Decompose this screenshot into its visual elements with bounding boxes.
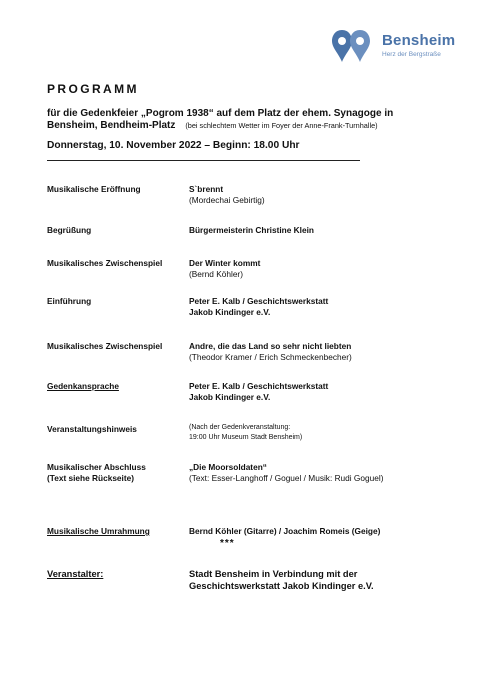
program-value-line: Bernd Köhler (Gitarre) / Joachim Romeis (Geige) — [189, 526, 381, 536]
program-value-line: Peter E. Kalb / Geschichtswerkstatt — [189, 296, 329, 306]
program-value-closing — [189, 462, 383, 484]
program-value-line: (Mordechai Gebirtig) — [189, 195, 265, 205]
program-value-line: Der Winter kommt — [189, 258, 261, 268]
program-value-line: Jakob Kindinger e.V. — [189, 392, 271, 402]
program-value-opening — [189, 184, 265, 206]
program-value-line: S`brennt — [189, 184, 224, 194]
program-value-introduction — [189, 296, 328, 318]
program-value-accompaniment — [189, 526, 380, 537]
program-label-line: Musikalischer Abschluss — [47, 462, 146, 472]
program-value-event-notice — [189, 423, 302, 443]
program-value-line: (Nach der Gedenkveranstaltung: — [189, 424, 291, 431]
intro-line-2 — [47, 120, 378, 131]
program-value-line: (Text: Esser-Langhoff / Goguel / Musik: Rudi Goguel) — [189, 473, 384, 483]
organizer-label: Veranstalter: — [47, 569, 104, 579]
program-label-opening: Musikalische Eröffnung — [47, 184, 141, 194]
program-label-closing — [47, 462, 146, 484]
program-value-line: Jakob Kindinger e.V. — [189, 307, 271, 317]
organizer-line: Stadt Bensheim in Verbindung mit der — [189, 569, 358, 579]
logo-pin-icon — [330, 26, 378, 66]
program-value-speech — [189, 381, 328, 403]
program-label-speech: Gedenkansprache — [47, 381, 119, 391]
date-line: Donnerstag, 10. November 2022 – Beginn: 18.00 Uhr — [47, 140, 300, 151]
program-value-line: 19:00 Uhr Museum Stadt Bensheim) — [189, 434, 303, 441]
organizer-line: Geschichtswerkstatt Jakob Kindinger e.V. — [189, 581, 374, 591]
program-value-line: „Die Moorsoldaten“ — [189, 462, 267, 472]
program-label-event-notice: Veranstaltungshinweis — [47, 424, 137, 434]
program-label-line: (Text siehe Rückseite) — [47, 473, 134, 483]
program-value-interlude-1 — [189, 258, 260, 280]
bensheim-logo — [330, 26, 455, 70]
separator-stars: *** — [220, 538, 235, 549]
program-label-welcome: Begrüßung — [47, 225, 92, 235]
logo-tagline: Herz der Bergstraße — [382, 51, 441, 58]
intro-line-1: für die Gedenkfeier „Pogrom 1938“ auf dem Platz der ehem. Synagoge in — [47, 108, 394, 119]
program-value-line: Peter E. Kalb / Geschichtswerkstatt — [189, 381, 329, 391]
program-value-line: Bürgermeisterin Christine Klein — [189, 225, 314, 235]
program-label-interlude-2: Musikalisches Zwischenspiel — [47, 341, 163, 351]
program-label-introduction: Einführung — [47, 296, 92, 306]
program-value-welcome — [189, 225, 314, 236]
program-value-line: (Theodor Kramer / Erich Schmeckenbecher) — [189, 352, 352, 362]
program-label-interlude-1: Musikalisches Zwischenspiel — [47, 258, 163, 268]
intro-weather-note: (bei schlechtem Wetter im Foyer der Anne-Frank-Turnhalle) — [185, 121, 378, 130]
intro-location: Bensheim, Bendheim-Platz — [47, 120, 176, 131]
program-value-line: (Bernd Köhler) — [189, 269, 243, 279]
logo-name: Bensheim — [382, 32, 456, 49]
program-value-line: Andre, die das Land so sehr nicht liebten — [189, 341, 352, 351]
divider — [47, 160, 360, 161]
page-title: PROGRAMM — [47, 82, 139, 96]
organizer-value — [189, 568, 374, 592]
program-value-interlude-2 — [189, 341, 352, 363]
program-label-accompaniment: Musikalische Umrahmung — [47, 526, 150, 536]
